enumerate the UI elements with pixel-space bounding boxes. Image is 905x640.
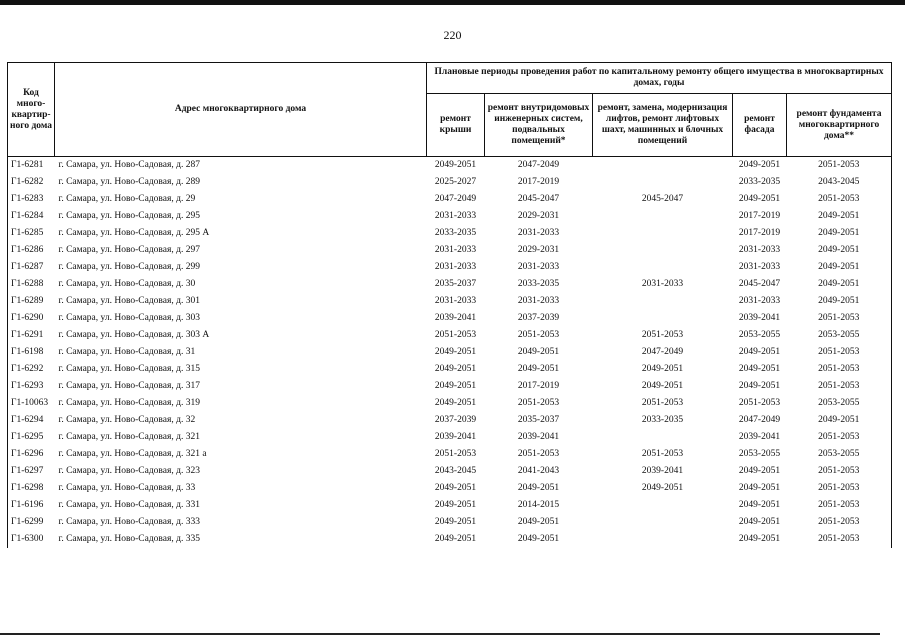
code-cell: Г1-6295 bbox=[8, 429, 55, 446]
facade-cell: 2053-2055 bbox=[738, 330, 781, 340]
table-row bbox=[8, 480, 892, 497]
code-cell: Г1-6296 bbox=[8, 446, 55, 463]
roof-cell: 2049-2051 bbox=[434, 517, 477, 527]
systems-cell: 2031-2033 bbox=[517, 296, 560, 306]
table-row bbox=[8, 327, 892, 344]
foundation-cell: 2051-2053 bbox=[787, 191, 892, 208]
facade-cell: 2049-2051 bbox=[738, 483, 781, 493]
address-cell: г. Самара, ул. Ново-Садовая, д. 295 bbox=[58, 211, 200, 221]
elevators-cell: 2049-2051 bbox=[641, 381, 684, 391]
facade-cell: 2033-2035 bbox=[738, 177, 781, 187]
code-cell: Г1-6289 bbox=[8, 293, 55, 310]
roof-cell: 2043-2045 bbox=[434, 466, 477, 476]
foundation-cell: 2051-2053 bbox=[787, 514, 892, 531]
table-body bbox=[8, 157, 892, 549]
code-cell: Г1-6281 bbox=[8, 157, 55, 175]
table-row bbox=[8, 361, 892, 378]
table-row bbox=[8, 446, 892, 463]
elevators-cell bbox=[593, 497, 733, 514]
address-cell: г. Самара, ул. Ново-Садовая, д. 323 bbox=[58, 466, 200, 476]
roof-cell: 2049-2051 bbox=[434, 398, 477, 408]
code-cell: Г1-6294 bbox=[8, 412, 55, 429]
code-cell: Г1-6284 bbox=[8, 208, 55, 225]
code-cell: Г1-6282 bbox=[8, 174, 55, 191]
systems-cell: 2029-2031 bbox=[517, 245, 560, 255]
facade-cell: 2049-2051 bbox=[738, 500, 781, 510]
address-cell: г. Самара, ул. Ново-Садовая, д. 333 bbox=[58, 517, 200, 527]
elevators-cell: 2033-2035 bbox=[641, 415, 684, 425]
systems-cell: 2035-2037 bbox=[517, 415, 560, 425]
foundation-cell: 2053-2055 bbox=[787, 327, 892, 344]
roof-cell: 2035-2037 bbox=[434, 279, 477, 289]
facade-cell: 2039-2041 bbox=[738, 432, 781, 442]
roof-cell: 2037-2039 bbox=[434, 415, 477, 425]
table-row bbox=[8, 174, 892, 191]
table-row bbox=[8, 242, 892, 259]
foundation-cell: 2049-2051 bbox=[787, 225, 892, 242]
elevators-cell: 2051-2053 bbox=[641, 398, 684, 408]
systems-cell: 2049-2051 bbox=[517, 347, 560, 357]
table-row bbox=[8, 395, 892, 412]
systems-cell: 2041-2043 bbox=[517, 466, 560, 476]
facade-cell: 2017-2019 bbox=[738, 211, 781, 221]
elevators-cell bbox=[593, 531, 733, 548]
elevators-cell: 2045-2047 bbox=[641, 194, 684, 204]
systems-cell: 2039-2041 bbox=[517, 432, 560, 442]
foundation-cell: 2051-2053 bbox=[787, 429, 892, 446]
address-cell: г. Самара, ул. Ново-Садовая, д. 303 bbox=[58, 313, 200, 323]
systems-cell: 2017-2019 bbox=[517, 177, 560, 187]
foundation-cell: 2053-2055 bbox=[787, 395, 892, 412]
table-row bbox=[8, 344, 892, 361]
elevators-cell: 2049-2051 bbox=[641, 364, 684, 374]
systems-cell: 2031-2033 bbox=[517, 228, 560, 238]
code-cell: Г1-6290 bbox=[8, 310, 55, 327]
elevators-cell: 2031-2033 bbox=[641, 279, 684, 289]
roof-cell: 2049-2051 bbox=[434, 347, 477, 357]
table-row bbox=[8, 276, 892, 293]
roof-cell: 2031-2033 bbox=[434, 262, 477, 272]
roof-cell: 2049-2051 bbox=[434, 364, 477, 374]
elevators-cell bbox=[593, 293, 733, 310]
table-row bbox=[8, 497, 892, 514]
table-row bbox=[8, 225, 892, 242]
elevators-cell bbox=[593, 157, 733, 175]
systems-cell: 2014-2015 bbox=[517, 500, 560, 510]
code-cell: Г1-6198 bbox=[8, 344, 55, 361]
table-row bbox=[8, 191, 892, 208]
elevators-cell: 2051-2053 bbox=[641, 330, 684, 340]
address-cell: г. Самара, ул. Ново-Садовая, д. 335 bbox=[58, 534, 200, 544]
header-elevators: ремонт, замена, модернизация лифтов, ремонт лифтовых шахт, машинных и блочных помещений bbox=[593, 94, 733, 157]
foundation-cell: 2051-2053 bbox=[787, 463, 892, 480]
systems-cell: 2051-2053 bbox=[517, 398, 560, 408]
address-cell: г. Самара, ул. Ново-Садовая, д. 32 bbox=[58, 415, 196, 425]
foundation-cell: 2051-2053 bbox=[787, 378, 892, 395]
elevators-cell bbox=[593, 225, 733, 242]
address-cell: г. Самара, ул. Ново-Садовая, д. 301 bbox=[58, 296, 200, 306]
systems-cell: 2051-2053 bbox=[517, 449, 560, 459]
roof-cell: 2049-2051 bbox=[434, 534, 477, 544]
facade-cell: 2045-2047 bbox=[738, 279, 781, 289]
address-cell: г. Самара, ул. Ново-Садовая, д. 315 bbox=[58, 364, 200, 374]
roof-cell: 2047-2049 bbox=[434, 194, 477, 204]
systems-cell: 2037-2039 bbox=[517, 313, 560, 323]
foundation-cell: 2053-2055 bbox=[787, 446, 892, 463]
code-cell: Г1-6299 bbox=[8, 514, 55, 531]
code-cell: Г1-6300 bbox=[8, 531, 55, 548]
address-cell: г. Самара, ул. Ново-Садовая, д. 33 bbox=[58, 483, 196, 493]
top-rule bbox=[0, 0, 905, 5]
table-row bbox=[8, 378, 892, 395]
facade-cell: 2049-2051 bbox=[738, 466, 781, 476]
roof-cell: 2031-2033 bbox=[434, 296, 477, 306]
systems-cell: 2049-2051 bbox=[517, 483, 560, 493]
foundation-cell: 2051-2053 bbox=[787, 480, 892, 497]
foundation-cell: 2051-2053 bbox=[787, 344, 892, 361]
roof-cell: 2049-2051 bbox=[434, 483, 477, 493]
foundation-cell: 2049-2051 bbox=[787, 276, 892, 293]
systems-cell: 2033-2035 bbox=[517, 279, 560, 289]
address-cell: г. Самара, ул. Ново-Садовая, д. 295 А bbox=[58, 228, 210, 238]
address-cell: г. Самара, ул. Ново-Садовая, д. 321 а bbox=[58, 449, 207, 459]
elevators-cell bbox=[593, 310, 733, 327]
roof-cell: 2039-2041 bbox=[434, 432, 477, 442]
roof-cell: 2025-2027 bbox=[434, 177, 477, 187]
facade-cell: 2049-2051 bbox=[738, 381, 781, 391]
table-row bbox=[8, 310, 892, 327]
address-cell: г. Самара, ул. Ново-Садовая, д. 319 bbox=[58, 398, 200, 408]
code-cell: Г1-6288 bbox=[8, 276, 55, 293]
systems-cell: 2047-2049 bbox=[517, 160, 560, 170]
facade-cell: 2049-2051 bbox=[738, 194, 781, 204]
address-cell: г. Самара, ул. Ново-Садовая, д. 297 bbox=[58, 245, 200, 255]
foundation-cell: 2049-2051 bbox=[787, 259, 892, 276]
systems-cell: 2049-2051 bbox=[517, 517, 560, 527]
foundation-cell: 2051-2053 bbox=[787, 361, 892, 378]
address-cell: г. Самара, ул. Ново-Садовая, д. 321 bbox=[58, 432, 200, 442]
facade-cell: 2039-2041 bbox=[738, 313, 781, 323]
foundation-cell: 2051-2053 bbox=[787, 310, 892, 327]
roof-cell: 2049-2051 bbox=[434, 381, 477, 391]
systems-cell: 2049-2051 bbox=[517, 364, 560, 374]
foundation-cell: 2049-2051 bbox=[787, 242, 892, 259]
table-row bbox=[8, 293, 892, 310]
roof-cell: 2051-2053 bbox=[434, 330, 477, 340]
code-cell: Г1-6292 bbox=[8, 361, 55, 378]
foundation-cell: 2049-2051 bbox=[787, 293, 892, 310]
table-row bbox=[8, 429, 892, 446]
header-roof: ремонт крыши bbox=[427, 94, 485, 157]
foundation-cell: 2051-2053 bbox=[787, 157, 892, 175]
bottom-rule bbox=[0, 633, 880, 635]
roof-cell: 2049-2051 bbox=[434, 500, 477, 510]
elevators-cell bbox=[593, 174, 733, 191]
foundation-cell: 2051-2053 bbox=[787, 531, 892, 548]
facade-cell: 2049-2051 bbox=[738, 160, 781, 170]
elevators-cell bbox=[593, 429, 733, 446]
elevators-cell bbox=[593, 242, 733, 259]
facade-cell: 2049-2051 bbox=[738, 364, 781, 374]
code-cell: Г1-6293 bbox=[8, 378, 55, 395]
roof-cell: 2033-2035 bbox=[434, 228, 477, 238]
address-cell: г. Самара, ул. Ново-Садовая, д. 29 bbox=[58, 194, 196, 204]
facade-cell: 2051-2053 bbox=[738, 398, 781, 408]
table-row bbox=[8, 208, 892, 225]
facade-cell: 2049-2051 bbox=[738, 517, 781, 527]
roof-cell: 2049-2051 bbox=[434, 160, 477, 170]
facade-cell: 2031-2033 bbox=[738, 262, 781, 272]
address-cell: г. Самара, ул. Ново-Садовая, д. 30 bbox=[58, 279, 196, 289]
elevators-cell: 2047-2049 bbox=[641, 347, 684, 357]
capital-repair-table bbox=[7, 62, 892, 548]
header-foundation: ремонт фундамента многоквартирного дома** bbox=[787, 94, 892, 157]
code-cell: Г1-6196 bbox=[8, 497, 55, 514]
header-periods: Плановые периоды проведения работ по капитальному ремонту общего имущества в многоквартирных домах, годы bbox=[427, 63, 892, 94]
facade-cell: 2031-2033 bbox=[738, 245, 781, 255]
address-cell: г. Самара, ул. Ново-Садовая, д. 31 bbox=[58, 347, 196, 357]
code-cell: Г1-6283 bbox=[8, 191, 55, 208]
systems-cell: 2051-2053 bbox=[517, 330, 560, 340]
header-code: Код много-квартир-ного дома bbox=[8, 63, 55, 157]
table-row bbox=[8, 259, 892, 276]
table-row bbox=[8, 463, 892, 480]
systems-cell: 2031-2033 bbox=[517, 262, 560, 272]
roof-cell: 2039-2041 bbox=[434, 313, 477, 323]
address-cell: г. Самара, ул. Ново-Садовая, д. 289 bbox=[58, 177, 200, 187]
roof-cell: 2031-2033 bbox=[434, 245, 477, 255]
code-cell: Г1-6287 bbox=[8, 259, 55, 276]
elevators-cell: 2051-2053 bbox=[641, 449, 684, 459]
header-systems: ремонт внутридомовых инженерных систем, подвальных помещений* bbox=[485, 94, 593, 157]
address-cell: г. Самара, ул. Ново-Садовая, д. 299 bbox=[58, 262, 200, 272]
facade-cell: 2031-2033 bbox=[738, 296, 781, 306]
table-row bbox=[8, 412, 892, 429]
elevators-cell bbox=[593, 514, 733, 531]
facade-cell: 2017-2019 bbox=[738, 228, 781, 238]
foundation-cell: 2051-2053 bbox=[787, 497, 892, 514]
foundation-cell: 2049-2051 bbox=[787, 208, 892, 225]
roof-cell: 2051-2053 bbox=[434, 449, 477, 459]
facade-cell: 2053-2055 bbox=[738, 449, 781, 459]
code-cell: Г1-6286 bbox=[8, 242, 55, 259]
address-cell: г. Самара, ул. Ново-Садовая, д. 287 bbox=[58, 160, 200, 170]
facade-cell: 2047-2049 bbox=[738, 415, 781, 425]
elevators-cell: 2039-2041 bbox=[641, 466, 684, 476]
header-address: Адрес многоквартирного дома bbox=[55, 63, 427, 157]
code-cell: Г1-10063 bbox=[8, 395, 55, 412]
code-cell: Г1-6297 bbox=[8, 463, 55, 480]
facade-cell: 2049-2051 bbox=[738, 534, 781, 544]
address-cell: г. Самара, ул. Ново-Садовая, д. 331 bbox=[58, 500, 200, 510]
elevators-cell bbox=[593, 208, 733, 225]
table-row bbox=[8, 514, 892, 531]
systems-cell: 2045-2047 bbox=[517, 194, 560, 204]
header-facade: ремонт фасада bbox=[733, 94, 787, 157]
code-cell: Г1-6285 bbox=[8, 225, 55, 242]
page-number: 220 bbox=[443, 28, 462, 42]
systems-cell: 2017-2019 bbox=[517, 381, 560, 391]
systems-cell: 2029-2031 bbox=[517, 211, 560, 221]
address-cell: г. Самара, ул. Ново-Садовая, д. 317 bbox=[58, 381, 200, 391]
elevators-cell bbox=[593, 259, 733, 276]
table-row bbox=[8, 531, 892, 548]
foundation-cell: 2049-2051 bbox=[787, 412, 892, 429]
roof-cell: 2031-2033 bbox=[434, 211, 477, 221]
elevators-cell: 2049-2051 bbox=[641, 483, 684, 493]
facade-cell: 2049-2051 bbox=[738, 347, 781, 357]
address-cell: г. Самара, ул. Ново-Садовая, д. 303 А bbox=[58, 330, 210, 340]
code-cell: Г1-6291 bbox=[8, 327, 55, 344]
code-cell: Г1-6298 bbox=[8, 480, 55, 497]
table-row bbox=[8, 157, 892, 175]
systems-cell: 2049-2051 bbox=[517, 534, 560, 544]
foundation-cell: 2043-2045 bbox=[787, 174, 892, 191]
